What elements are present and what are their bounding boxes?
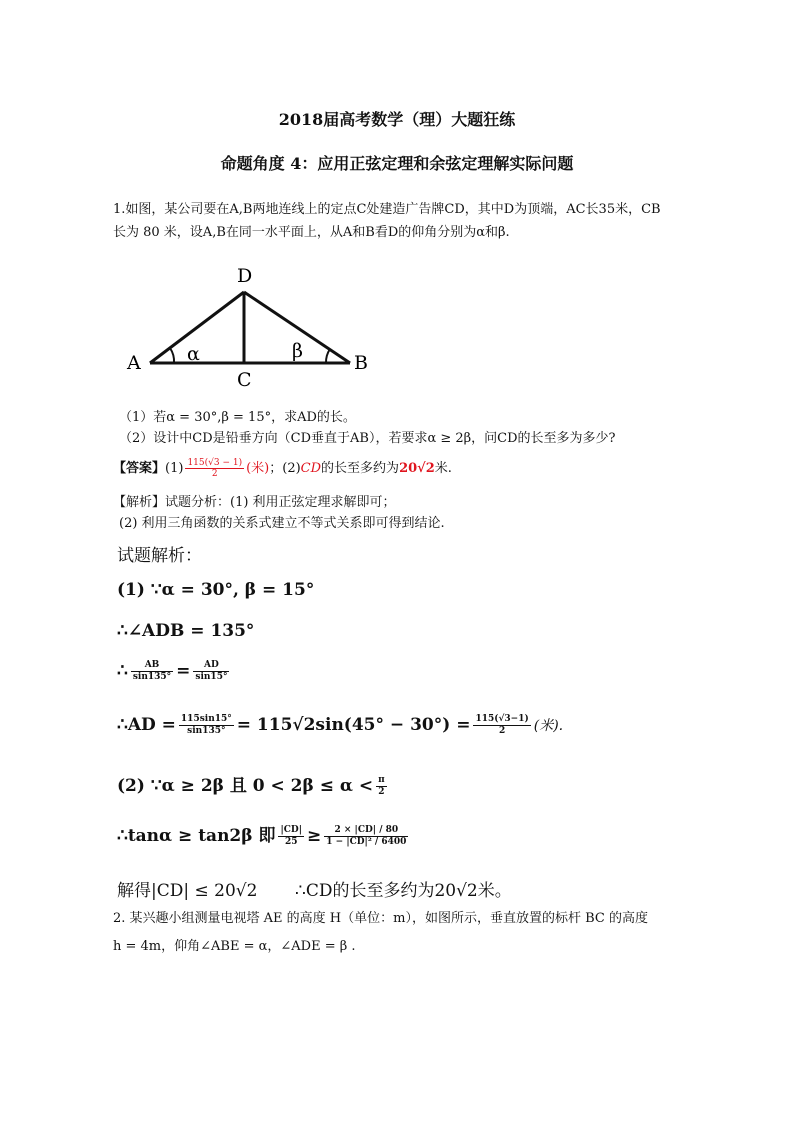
analysis-line1: 【解析】试题分析：(1) 利用正弦定理求解即可；: [113, 495, 396, 510]
fraction-result: $\frac{115(√3-1)}{2}$: [475, 714, 529, 736]
solution-step-3: ∴ $\frac{AB}{\sin 135^\circ}$ = $\frac{AD}{\sin 15^\circ}$: [117, 660, 228, 682]
label-b: B: [354, 352, 368, 374]
answer-2-text: 的长至多约为: [321, 461, 400, 476]
problem2-line2: h = 4m，仰角∠ABE = α，∠ADE = β .: [113, 939, 356, 954]
solution-step-6: ∴tanα ≥ tan2β 即 $\frac{|CD|}{25}$ ≥ $\frac{2 \times |CD| / 80}{\text{1 − |CD|² / 6400}}$: [117, 825, 407, 847]
fraction-115sin15: $\frac{115\sin 15^\circ}{\sin 135^\circ}$: [180, 714, 232, 736]
problem1-line2: 长为 80 米，设A,B在同一水平面上，从A和B看D的仰角分别为α和β.: [113, 225, 510, 240]
label-d: D: [237, 265, 253, 287]
fraction-cd-25: $\frac{|CD|}{25}$: [280, 825, 302, 847]
fraction-ab-sin135: $\frac{AB}{\sin 135^\circ}$: [132, 660, 172, 682]
fraction-tan2beta: $\frac{2 \times |CD| / 80}{\text{1 − |CD|² / 6400}}$: [326, 825, 407, 847]
label-c: C: [237, 369, 252, 390]
answer-2-value: 20√2: [399, 461, 435, 476]
fraction-pi-2: $\frac{\pi}{2}$: [378, 775, 385, 797]
answer-separator: ；(2): [269, 461, 301, 476]
answer-1-prefix: (1): [165, 461, 184, 476]
answer-2-cd: CD: [300, 461, 322, 476]
question-1: （1）若α = 30°,β = 15°，求AD的长。: [119, 410, 356, 425]
answer-1-fraction: $\frac{115(√3 - 1)}{2}$: [187, 458, 243, 479]
triangle-figure: [124, 260, 384, 390]
solution-step-1: (1) ∵α = 30°, β = 15°: [117, 580, 315, 600]
solution-step-7b: ∴CD的长至多约为20√2米。: [295, 881, 512, 901]
label-a: A: [127, 352, 141, 374]
answer-label: 【答案】: [113, 461, 166, 476]
label-beta: β: [292, 340, 303, 362]
solution-step-5: (2) ∵α ≥ 2β 且 0 < 2β ≤ α < $\frac{\pi}{2}$: [117, 775, 385, 797]
question-2: （2）设计中CD是铅垂方向（CD垂直于AB），若要求α ≥ 2β，问CD的长至多为多少?: [119, 431, 616, 446]
answer-line: [113, 458, 452, 479]
solution-step-7a: 解得|CD| ≤ 20√2: [117, 881, 258, 901]
label-alpha: α: [187, 343, 200, 365]
problem2-line1: 2. 某兴趣小组测量电视塔 AE 的高度 H（单位：m），如图所示，垂直放置的标杆 BC 的高度: [113, 911, 648, 926]
problem1-line1: 1.如图，某公司要在A,B两地连线上的定点C处建造广告牌CD，其中D为顶端，AC长35米，CB: [113, 202, 661, 217]
analysis-line2: (2) 利用三角函数的关系式建立不等式关系即可得到结论.: [119, 516, 445, 531]
page-title: 2018届高考数学（理）大题狂练: [278, 110, 516, 129]
solution-step-2: ∴∠ADB = 135°: [117, 621, 255, 641]
answer-2-unit: 米.: [434, 461, 452, 476]
page-subtitle: 命题角度 4：应用正弦定理和余弦定理解实际问题: [220, 154, 574, 173]
answer-1-unit: (米): [246, 461, 270, 476]
beta-arc: [326, 349, 330, 363]
alpha-arc: [170, 348, 174, 363]
solution-heading: 试题解析：: [117, 546, 202, 566]
fraction-ad-sin15: $\frac{AD}{\sin 15^\circ}$: [195, 660, 228, 682]
solution-step-4: ∴AD = $\frac{115\sin 15^\circ}{\sin 135^\circ}$ = 115√2sin(45° − 30°) = $\frac{115(√3-1)}{2}$ (米).: [117, 714, 564, 736]
